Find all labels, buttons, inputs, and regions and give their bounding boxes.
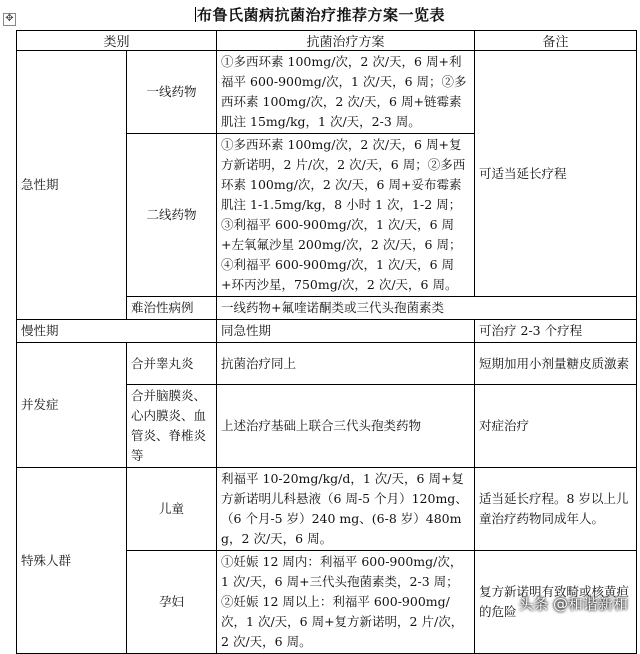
table-row: [17, 468, 637, 551]
pregnant-regimen: ①妊娠 12 周内：利福平 600-900mg/次，1 次/天，6 周+三代头孢菌素类，2-3 周；②妊娠 12 周以上：利福平 600-900mg/次，1 次/天，6 周+复方新诺明，2 片/次，2 次/天，6 周。: [217, 551, 475, 654]
children-note: 适当延长疗程。8 岁以上儿童治疗药物同成年人。: [475, 468, 637, 551]
treatment-table: [16, 30, 637, 654]
meningitis-note: 对症治疗: [475, 385, 637, 468]
first-line-label: 一线药物: [127, 51, 217, 134]
document-title: [0, 4, 640, 25]
header-category: 类别: [17, 31, 217, 51]
acute-note: 可适当延长疗程: [475, 51, 637, 297]
header-regimen: 抗菌治疗方案: [217, 31, 475, 51]
table-header-row: [17, 31, 637, 51]
refractory-label: 难治性病例: [127, 297, 217, 320]
orchitis-regimen: 抗菌治疗同上: [217, 343, 475, 385]
acute-stage-label: 急性期: [17, 51, 127, 320]
chronic-regimen: 同急性期: [217, 320, 475, 343]
meningitis-regimen: 上述治疗基础上联合三代头孢类药物: [217, 385, 475, 468]
title-text: 布鲁氏菌病抗菌治疗推荐方案一览表: [196, 6, 445, 24]
chronic-stage-label: 慢性期: [17, 320, 217, 343]
orchitis-label: 合并睾丸炎: [127, 343, 217, 385]
table-row: [17, 343, 637, 385]
orchitis-note: 短期加用小剂量糖皮质激素: [475, 343, 637, 385]
table-row: [17, 320, 637, 343]
second-line-regimen: ①多西环素 100mg/次，2 次/天，6 周+复方新诺明，2 片/次，2 次/天，6 周；②多西环素 100mg/次，2 次/天，6 周+妥布霉素肌注 1-1.5mg/kg，8 小时 1 次，1-2 周；③利福平 600-900mg/次，1 次/天，6 周+左氧氟沙星 200mg/次，2 次/天，6 周；④利福平 600-900mg/次，1 次/天，6 周+环丙沙星，750mg/次，2 次/天，6 周。: [217, 134, 475, 297]
pregnant-label: 孕妇: [127, 551, 217, 654]
meningitis-label: 合并脑膜炎、心内膜炎、血管炎、脊椎炎等: [127, 385, 217, 468]
second-line-label: 二线药物: [127, 134, 217, 297]
header-note: 备注: [475, 31, 637, 51]
text-cursor: [195, 7, 196, 22]
children-label: 儿童: [127, 468, 217, 551]
special-population-label: 特殊人群: [17, 468, 127, 654]
first-line-regimen: ①多西环素 100mg/次，2 次/天，6 周+利福平 600-900mg/次，1 次/天，6 周；②多西环素 100mg/次，2 次/天，6 周+链霉素肌注 15mg/kg，1 次/天，2-3 周。: [217, 51, 475, 134]
watermark: 头条 @和谐新和: [518, 595, 628, 613]
refractory-regimen: 一线药物+氟喹诺酮类或三代头孢菌素类: [217, 297, 637, 320]
children-regimen: 利福平 10-20mg/kg/d，1 次/天，6 周+复方新诺明儿科悬液（6 周-5 个月）120mg、（6 个月-5 岁）240 mg、(6-8 岁）480mg，2 次/天，6 周。: [217, 468, 475, 551]
pregnant-note: 复方新诺明有致畸或核黄疸的危险: [475, 551, 637, 654]
table-move-handle-icon[interactable]: ✥: [3, 13, 16, 26]
table-row: [17, 51, 637, 134]
complications-label: 并发症: [17, 343, 127, 468]
chronic-note: 可治疗 2-3 个疗程: [475, 320, 637, 343]
